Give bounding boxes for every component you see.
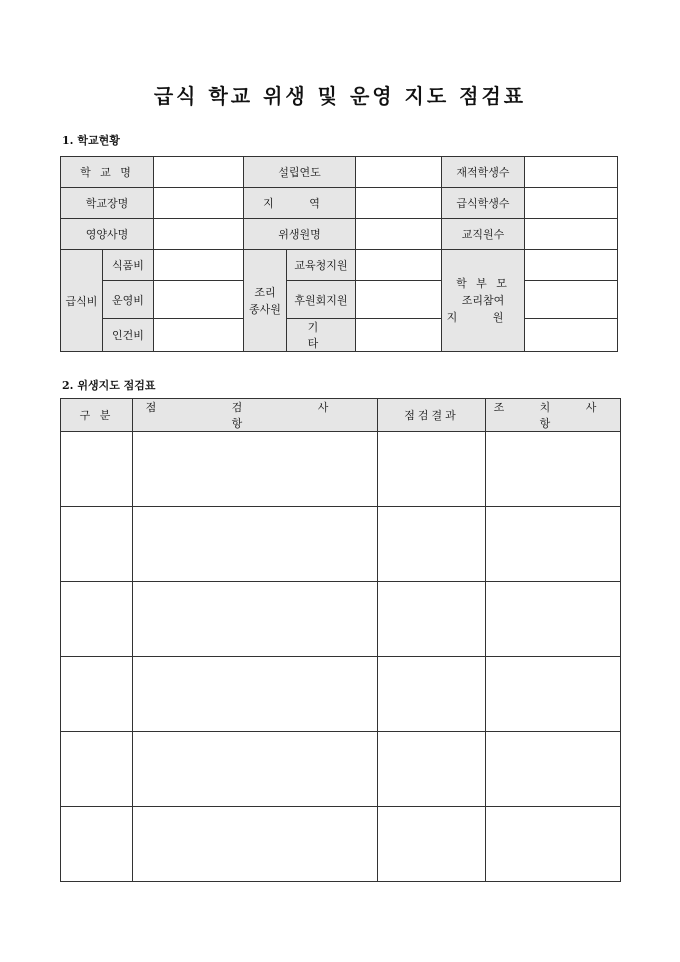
label-parents-line1: 학 부 모 [456,277,510,290]
label-region: 지 역 [244,188,356,219]
value-region[interactable] [356,188,442,219]
label-enrolled-students: 재적학생수 [442,157,525,188]
cell-category[interactable] [61,582,133,657]
cell-action-items[interactable] [486,582,621,657]
value-etc[interactable] [356,319,442,352]
cell-action-items[interactable] [486,507,621,582]
value-parents-support-1[interactable] [525,250,618,281]
table-row [61,432,621,507]
label-principal-name: 학교장명 [61,188,154,219]
label-cook-staff [244,250,287,352]
label-meal-students: 급식학생수 [442,188,525,219]
label-edu-office-support: 교육청지원 [287,250,356,281]
header-inspection-items: 점 검 사 항 [133,399,378,432]
cell-inspection-result[interactable] [378,582,486,657]
table-row [61,657,621,732]
cell-inspection-result[interactable] [378,657,486,732]
value-meal-students[interactable] [525,188,618,219]
label-operating-cost: 운영비 [103,281,154,319]
cell-inspection-items[interactable] [133,657,378,732]
value-operating-cost[interactable] [154,281,244,319]
value-hygiene-staff-name[interactable] [356,219,442,250]
cell-inspection-items[interactable] [133,732,378,807]
label-founding-year: 설립연도 [244,157,356,188]
label-staff-count: 교직원수 [442,219,525,250]
header-action-items: 조 치 사 항 [486,399,621,432]
cell-inspection-result[interactable] [378,807,486,882]
cell-category[interactable] [61,657,133,732]
cell-inspection-items[interactable] [133,507,378,582]
value-parents-support-2[interactable] [525,281,618,319]
cell-action-items[interactable] [486,432,621,507]
value-dietitian-name[interactable] [154,219,244,250]
cell-inspection-items[interactable] [133,432,378,507]
value-founding-year[interactable] [356,157,442,188]
cell-category[interactable] [61,432,133,507]
label-meal-cost: 급식비 [61,250,103,352]
label-sponsor-support: 후원회지원 [287,281,356,319]
cell-category[interactable] [61,507,133,582]
cell-inspection-result[interactable] [378,732,486,807]
value-enrolled-students[interactable] [525,157,618,188]
label-etc: 기 타 [287,319,356,352]
label-school-name: 학 교 명 [61,157,154,188]
label-parents-support [442,250,525,352]
value-food-cost[interactable] [154,250,244,281]
cell-action-items[interactable] [486,732,621,807]
value-principal-name[interactable] [154,188,244,219]
cell-category[interactable] [61,732,133,807]
table-row [61,507,621,582]
value-sponsor-support[interactable] [356,281,442,319]
header-category: 구 분 [61,399,133,432]
hygiene-check-table [60,398,621,882]
label-cook-line1: 조리 [254,285,276,299]
cell-inspection-items[interactable] [133,582,378,657]
label-hygiene-staff-name: 위생원명 [244,219,356,250]
label-parents-line2: 조리참여 [461,294,505,307]
value-parents-support-3[interactable] [525,319,618,352]
school-status-table [60,156,618,352]
label-parents-line3: 지 원 [446,311,520,324]
table-row [61,807,621,882]
cell-action-items[interactable] [486,807,621,882]
cell-category[interactable] [61,807,133,882]
value-school-name[interactable] [154,157,244,188]
cell-action-items[interactable] [486,657,621,732]
cell-inspection-result[interactable] [378,432,486,507]
table-row [61,582,621,657]
label-cook-line2: 종사원 [249,302,281,316]
table-row [61,732,621,807]
section-heading-school-status: 1. 학교현황 [62,134,120,147]
label-labor-cost: 인건비 [103,319,154,352]
page-title: 급식 학교 위생 및 운영 지도 점검표 [153,84,527,108]
cell-inspection-items[interactable] [133,807,378,882]
cell-inspection-result[interactable] [378,507,486,582]
label-food-cost: 식품비 [103,250,154,281]
value-staff-count[interactable] [525,219,618,250]
label-dietitian-name: 영양사명 [61,219,154,250]
value-labor-cost[interactable] [154,319,244,352]
header-inspection-result: 점검결과 [378,399,486,432]
value-edu-office-support[interactable] [356,250,442,281]
section-heading-hygiene-check: 2. 위생지도 점검표 [62,379,156,392]
